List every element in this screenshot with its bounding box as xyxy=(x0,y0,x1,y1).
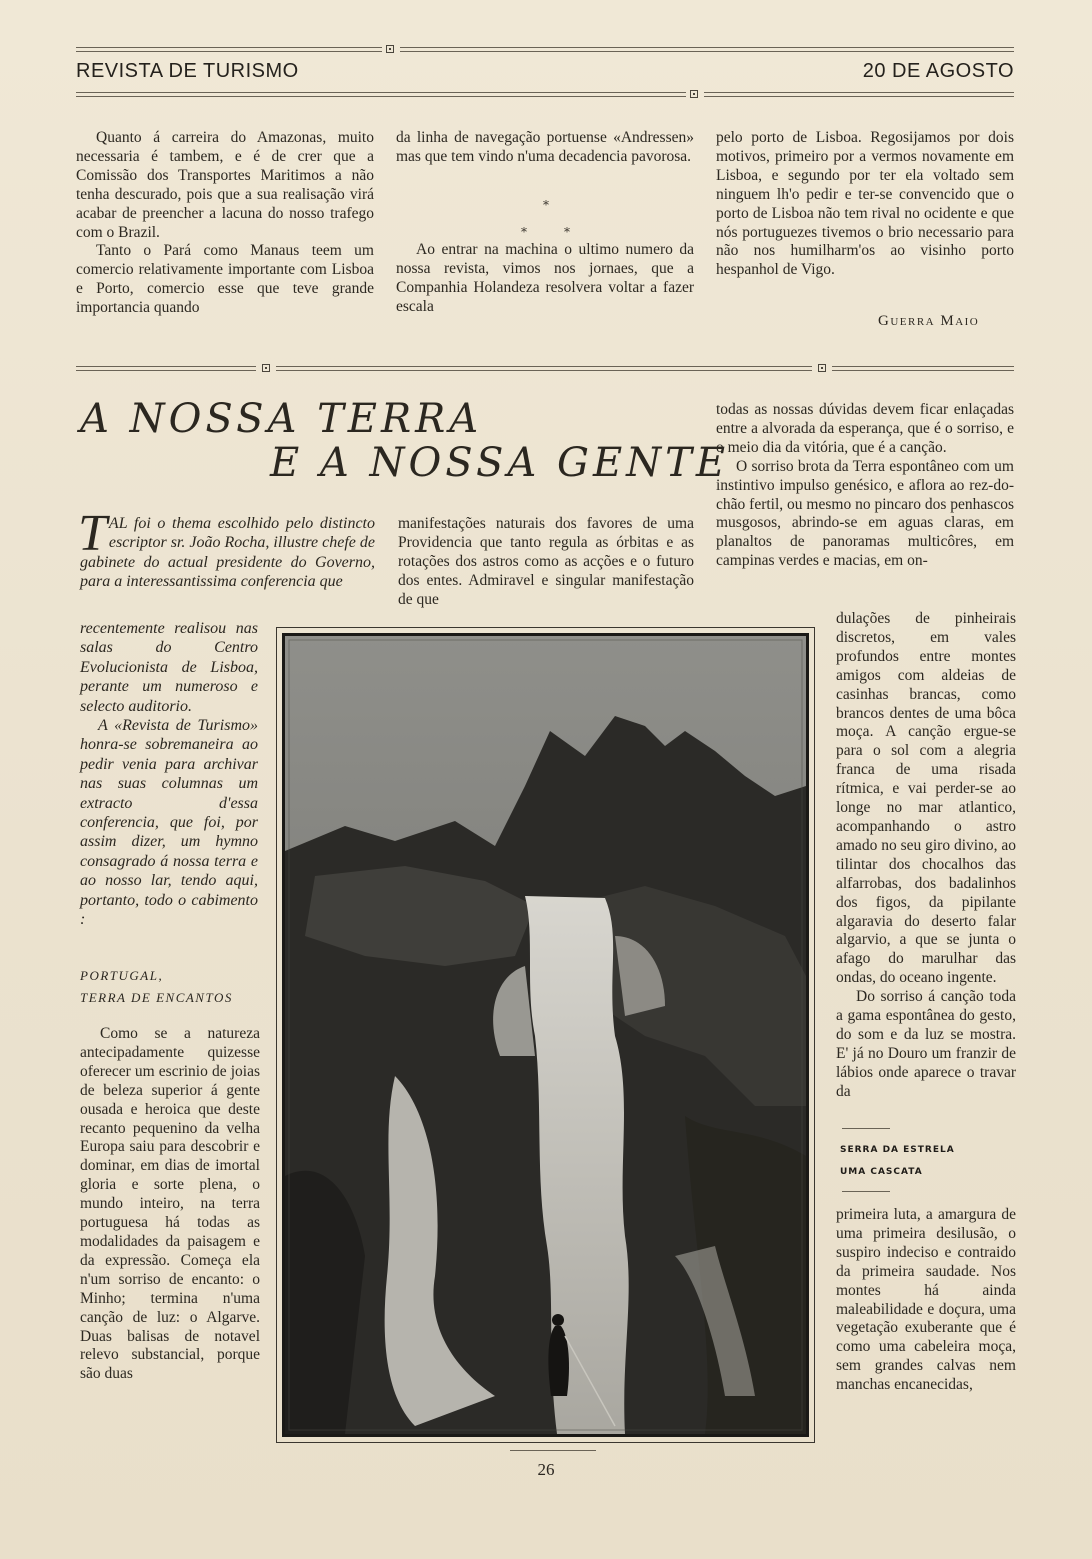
paragraph: O sorriso brota da Terra espontâneo com um instintivo impulso genésico, e aflora ao rez-do-chão fertil, ou mesmo no pincaro dos penhascos musgosos, abrindo-se em aguas claras, em planaltos de panoramas multicôres, em campinas verdes e macias, em on- xyxy=(716,457,1014,570)
article-title-line-2: E A NOSSA GENTE xyxy=(270,440,730,486)
ornament-icon xyxy=(690,90,698,98)
article-col-1 xyxy=(80,1025,260,1384)
intro-paragraph: A «Revista de Turismo» honra-se sobremaneira ao pedir venia para archivar nas suas columnas um extracto d'essa conferencia, que foi, por assim dizer, um hymno consagrado á nossa terra e ao nosso lar, tendo aqui, portanto, todo o cabimento : xyxy=(80,717,258,929)
caption-rule xyxy=(842,1191,890,1192)
subheading xyxy=(80,965,233,1009)
intro-line: distincto escriptor sr. João Rocha, illustre chefe de gabinete do actual presidente do Governo, para a interessantissima conferencia que xyxy=(80,515,375,591)
section-rule-right xyxy=(832,366,1014,371)
article-intro-narrow xyxy=(80,619,258,930)
caption-line: UMA CASCATA xyxy=(840,1167,923,1177)
issue-date: 20 DE AGOSTO xyxy=(862,60,1014,82)
paragraph: Como se a natureza antecipadamente quizesse oferecer um escrinio de joias de beleza superior á gente ousada e heroica que deste recanto pequenino da velha Europa saiu para descobrir e dominar, em dias de imortal gloria e sorte plena, o mundo inteiro, na terra portuguesa há todas as modalidades da paisagem e da expressão. Começa ela n'um sorriso de encanto: o Minho; termina n'uma canção de luz: o Algarve. Duas balisas de notavel relevo substancial, porque são duas xyxy=(80,1025,260,1383)
page-number-rule xyxy=(510,1450,596,1451)
paragraph: primeira luta, a amargura de uma primeira desilusão, o suspiro indeciso e contraido da primeira saudade. Nos montes há ainda maleabilidade e doçura, uma vegetação exuberante que é como uma cabeleira moça, sem grandes calvas nem manchas encanecidas, xyxy=(836,1206,1016,1394)
paragraph: Do sorriso á canção toda a gama espontânea do gesto, do som e da luz se mostra. E' já no Douro um franzir de lábios onde aparece o travar da xyxy=(836,988,1016,1100)
caption-line: SERRA DA ESTRELA xyxy=(840,1145,955,1155)
top-article-col-1 xyxy=(76,129,374,318)
section-rule-mid xyxy=(276,366,812,371)
photo-caption xyxy=(840,1139,955,1183)
header-bottom-rule-right xyxy=(704,92,1014,97)
ornament-icon xyxy=(818,364,826,372)
waterfall-illustration xyxy=(285,636,806,1434)
paragraph: Quanto á carreira do Amazonas, muito necessaria é tambem, e é de crer que a Comissão dos Transportes Maritimos a não tenha descurado, pois que a sua realisação virá acabar de preencher a lacuna do nosso trafego com o Brazil. xyxy=(76,129,374,241)
author-signature: Guerra Maio xyxy=(878,313,980,329)
separator-star-icon: * xyxy=(564,225,570,239)
subheading-line: TERRA DE ENCANTOS xyxy=(80,990,233,1005)
paragraph: da linha de navegação portuense «Andressen» mas que tem vindo n'uma decadencia pavorosa. xyxy=(396,129,694,165)
article-col-3-bottom xyxy=(836,1206,1016,1395)
article-intro-full xyxy=(78,505,375,592)
intro-paragraph: recentemente realisou nas salas do Centro Evolucionista de Lisboa, perante um numeroso e selecto auditorio. xyxy=(80,620,258,715)
page-number: 26 xyxy=(537,1460,555,1479)
section-rule-left xyxy=(76,366,256,371)
separator-star-icon: * xyxy=(521,225,527,239)
caption-rule xyxy=(842,1128,890,1129)
header-rule-right xyxy=(400,47,1014,52)
article-col-3-top xyxy=(716,401,1014,571)
paragraph: manifestações naturais dos favores de uma Providencia que tanto regula as órbitas e as rotações dos astros como as acções e o futuro dos entes. Admiravel e singular manifestação de que xyxy=(398,515,694,608)
paragraph: Ao entrar na machina o ultimo numero da nossa revista, vimos nos jornaes, que a Companhia Holandeza resolvera voltar a fazer escala xyxy=(396,240,694,315)
subheading-line: PORTUGAL, xyxy=(80,968,164,983)
ornament-icon xyxy=(262,364,270,372)
separator-star-icon: * xyxy=(543,198,549,212)
ornament-icon xyxy=(386,45,394,53)
top-article-col-3 xyxy=(716,129,1014,280)
intro-line: AL foi o thema escolhido pelo xyxy=(108,515,314,532)
top-article-col-2 xyxy=(396,129,694,316)
header-rule-left xyxy=(76,47,382,52)
drop-cap: T xyxy=(78,505,107,562)
waterfall-photo xyxy=(282,633,809,1437)
header-bottom-rule-left xyxy=(76,92,686,97)
magazine-title: REVISTA DE TURISMO xyxy=(76,60,299,82)
article-col-3-narrow xyxy=(836,610,1016,1102)
paragraph: dulações de pinheirais discretos, em vales profundos entre montes amigos com aldeias de casinhas brancas, como brancos dentes de uma bôca moça. A canção ergue-se para o sol com a alegria franca de uma risada rítmica, e vai perder-se ao longe no mar atlantico, acompanhando o astro amado no seu giro divino, ao tilintar dos chocalhos das alfarrobas, dos badalinhos dos figos, da pipilante algaravia do deserto falar algarvio, a que se junta o afago do marulhar das ondas, do oceano ingente. xyxy=(836,610,1016,987)
paragraph: Tanto o Pará como Manaus teem um comercio relativamente importante com Lisboa e Porto, comercio esse que teve grande importancia quando xyxy=(76,242,374,317)
article-title-line-1: A NOSSA TERRA xyxy=(80,396,483,442)
paragraph: pelo porto de Lisboa. Regosijamos por dois motivos, primeiro por a vermos novamente em Lisboa, e segundo por ter ela voltado sem ninguem lh'o pedir e ter-se convencido que o porto de Lisboa não tem rival no ocidente e que nós portuguezes tivemos o brio necessario para não nos humilharm'os ao visinho porto hespanhol de Vigo. xyxy=(716,129,1014,279)
article-col-2 xyxy=(398,515,694,610)
paragraph: todas as nossas dúvidas devem ficar enlaçadas entre a alvorada da esperança, que é o sorriso, e o meio dia da vitória, que é a canção. xyxy=(716,401,1014,456)
